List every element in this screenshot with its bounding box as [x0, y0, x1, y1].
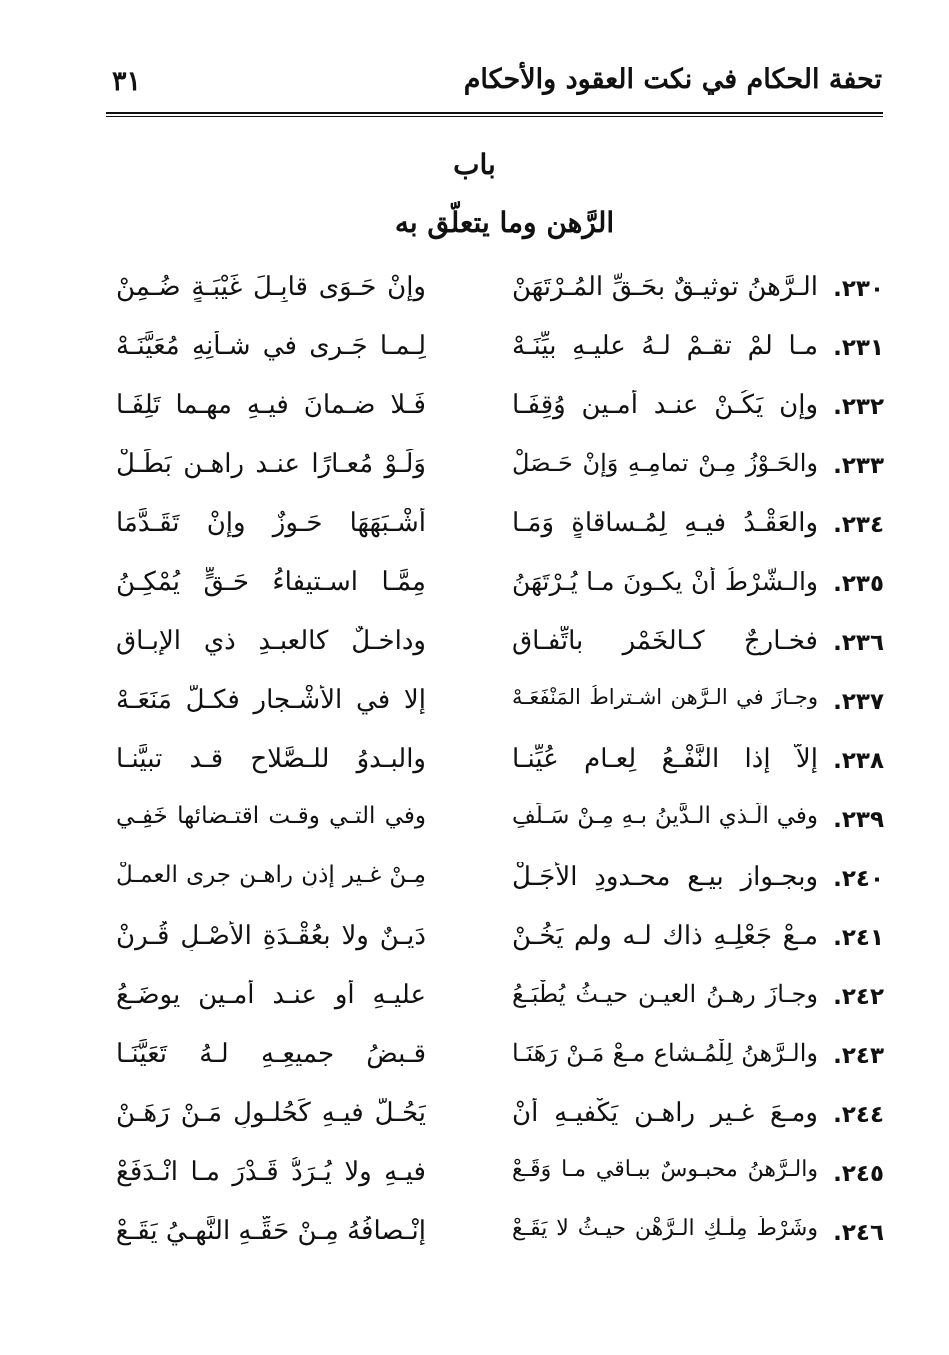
verse-number: ٢٤٦.: [833, 1220, 884, 1246]
verse-number: ٢٣١.: [833, 335, 884, 361]
verse-number: ٢٣٣.: [833, 453, 884, 479]
verse-second-hemistich: إنْـصافُهُ مِـنْ حَقِّـهِ النَّهـيُ يَقَـعْ: [116, 1216, 426, 1246]
verse-first-hemistich: وإن يَكُـنْ عنـد أمـينٍ وُقِفَـا: [512, 390, 818, 420]
verse-number: ٢٣٤.: [833, 512, 884, 538]
verse-second-hemistich: وداخـلٌ كالعبـدِ ذي الإبـاقِ: [116, 626, 426, 656]
verse-number: ٢٣٢.: [833, 394, 884, 420]
verse-row: [0, 1088, 949, 1146]
verse-first-hemistich: وجـازَ رهـنُ العيـنِ حيـثُ يُطْبَـعُ: [512, 980, 818, 1008]
verse-second-hemistich: مِـنْ غـيرِ إذنِ راهـنٍ جرى العمـلْ: [116, 862, 426, 888]
verse-first-hemistich: والـرَّهنُ لِلْمُـشاعِ مـعْ مَـنْ رَهَنَـا: [512, 1039, 818, 1067]
verse-first-hemistich: والـرَّهنُ محبـوسٌ ببـاقي مـا وَقَـعْ: [512, 1157, 818, 1182]
verse-second-hemistich: وإنْ حَـوَى قابِـلَ غَيْبَـةٍ ضُـمِنْ: [116, 272, 426, 302]
verse-number: ٢٣٠.: [833, 276, 884, 302]
verse-row: [0, 970, 949, 1028]
verse-row: [0, 793, 949, 851]
verse-first-hemistich: مـا لمْ تقـمْ لـهُ عليـهِ بيِّنَـهْ: [512, 331, 818, 361]
verse-first-hemistich: والعَقْـدُ فيـهِ لِمُـساقاةٍ وَمَـا: [512, 508, 818, 538]
verse-number: ٢٤١.: [833, 925, 884, 951]
verse-number: ٢٣٩.: [833, 807, 884, 833]
verse-row: [0, 262, 949, 320]
verse-second-hemistich: مِمَّـا اسـتيفاءُ حَـقٍّ يُمْكِـنُ: [116, 567, 426, 597]
verse-row: [0, 557, 949, 615]
verse-row: [0, 380, 949, 438]
verse-row: [0, 616, 949, 674]
book-title: تحفة الحكام في نكت العقود والأحكام: [463, 64, 882, 95]
verse-row: [0, 1147, 949, 1205]
verse-first-hemistich: الـرَّهنُ توثيـقٌ بحَـقِّ المُـرْتَهَنْ: [512, 272, 818, 302]
chapter-subheading: الرَّهن وما يتعلّق به: [394, 206, 615, 239]
verse-row: [0, 734, 949, 792]
verse-second-hemistich: يَحُـلَّ فيـهِ كَحُلـولِ مَـنْ رَهَـنْ: [116, 1098, 426, 1128]
verse-first-hemistich: إلاَّ إذا النَّفْـعُ لِعـامٍ عُيِّنـا: [512, 744, 818, 774]
verse-second-hemistich: إلا في الأَشْـجارِ فكـلٌّ مَنَعَـهْ: [116, 685, 426, 715]
verse-first-hemistich: فخـارجٌ كـالخَمْرِ باتِّفـاقِ: [512, 626, 818, 656]
verse-second-hemistich: أَشْـبَهَهَا حَـوزٌ وإنْ تَقَـدَّمَا: [116, 508, 426, 538]
verse-row: [0, 911, 949, 969]
verse-first-hemistich: وشَرْطُ مِلْـكِ الـرَّهْنِ حيـثُ لا يَقَـعْ: [512, 1216, 818, 1241]
verse-first-hemistich: والحَـوْزُ مِـنْ تمامِـهِ وَإنْ حَـصَلْ: [512, 449, 818, 477]
verse-first-hemistich: مـعْ جَعْلِـهِ ذاك لـه ولم يَخُـنْ: [512, 921, 818, 951]
verse-second-hemistich: لِـمـا جَـرى في شـأنِهِ مُعَيَّنَـهْ: [116, 331, 426, 361]
verse-row: [0, 439, 949, 497]
verse-number: ٢٤٣.: [833, 1043, 884, 1069]
verse-row: [0, 852, 949, 910]
verse-number: ٢٣٨.: [833, 748, 884, 774]
verse-second-hemistich: عليـهِ أو عنـد أمـينٍ يوضَـعُ: [116, 980, 426, 1010]
verse-row: [0, 1206, 949, 1264]
verse-number: ٢٣٥.: [833, 571, 884, 597]
running-header: [108, 64, 882, 108]
verse-row: [0, 498, 949, 556]
verse-second-hemistich: قـبضُ جميعِـهِ لـهُ تَعَيَّنَـا: [116, 1039, 426, 1069]
header-rule: [106, 112, 883, 117]
verse-first-hemistich: وفي الَّـذي الـدَّينُ بـهِ مِـنْ سَـلَفِ: [512, 803, 818, 829]
verse-number: ٢٤٥.: [833, 1161, 884, 1187]
verse-second-hemistich: دَيـنٌ ولا بعُقْـدَةِ الأَصْـلِ قُـرِنْ: [116, 921, 426, 951]
chapter-heading: باب: [453, 148, 496, 181]
page-number: ٣١: [112, 66, 142, 97]
verse-second-hemistich: وفي التـي وقـت اقتـضائها خَفِـي: [116, 803, 426, 829]
verse-row: [0, 1029, 949, 1087]
verse-second-hemistich: وَلَـوْ مُعـارًا عنـد راهـنٍ بَطَـلْ: [116, 449, 426, 479]
verse-second-hemistich: والبـدوُ للـصَّلاحِ قـد تبيَّنـا: [116, 744, 426, 774]
verse-row: [0, 675, 949, 733]
verse-row: [0, 321, 949, 379]
verse-number: ٢٣٧.: [833, 689, 884, 715]
verse-first-hemistich: ومـعَ غـيرِ راهـنٍ يَكْفيـهِ أَنْ: [512, 1098, 818, 1128]
verse-number: ٢٤٢.: [833, 984, 884, 1010]
verse-number: ٢٤٤.: [833, 1102, 884, 1128]
verse-first-hemistich: والـشَّرْطُ أَنْ يكـونَ مـا يُـرْتَهَنُ: [512, 567, 818, 596]
verse-second-hemistich: فَـلا ضـمانَ فيـهِ مهـما تَلِفَـا: [116, 390, 426, 420]
verse-number: ٢٣٦.: [833, 630, 884, 656]
verse-second-hemistich: فيـهِ ولا يُـرَدُّ قَـدْرَ مـا انْـدَفَعْ: [116, 1157, 426, 1187]
verse-first-hemistich: وبجـوازِ بيـعِ محـدودِ الأَجَـلْ: [512, 862, 818, 892]
verse-number: ٢٤٠.: [833, 866, 884, 892]
verse-first-hemistich: وجـازَ في الـرَّهنِ اشـتراطُ المَنْفَعَـهْ: [512, 685, 818, 709]
